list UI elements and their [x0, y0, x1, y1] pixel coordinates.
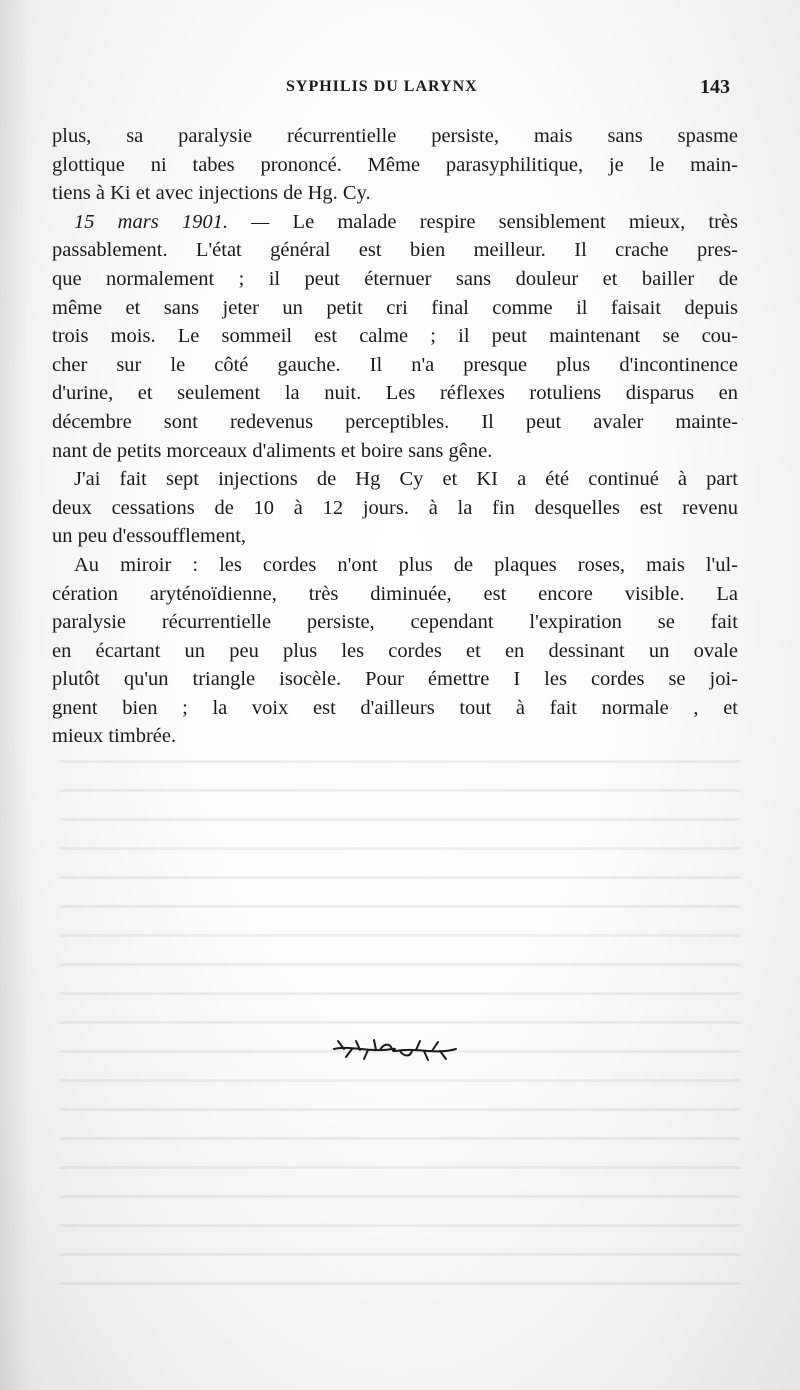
- page-edge-shadow: [0, 0, 30, 1390]
- text-line: cération aryténoïdienne, très diminuée, est encore visible. La: [52, 582, 738, 605]
- text-line: paralysie récurrentielle persiste, cependant l'expiration se fait: [52, 611, 738, 634]
- body-text: [52, 122, 738, 751]
- text-line: J'ai fait sept injections de Hg Cy et KI a été continué à part: [74, 468, 738, 491]
- text-line: un peu d'essoufflement,: [52, 525, 247, 548]
- text-line: passablement. L'état général est bien meilleur. Il crache pres-: [52, 239, 738, 262]
- page-header: [0, 78, 800, 102]
- fleuron-ornament-icon: [330, 1035, 460, 1065]
- text-line: en écartant un peu plus les cordes et en dessinant un ovale: [52, 639, 738, 662]
- text-line: d'urine, et seulement la nuit. Les réflexes rotuliens disparus en: [52, 382, 738, 405]
- text-line: Au miroir : les cordes n'ont plus de plaques roses, mais l'ul-: [74, 553, 738, 576]
- running-title: SYPHILIS DU LARYNX: [286, 78, 478, 95]
- entry-date: 15 mars 1901. —: [74, 210, 270, 233]
- text-line: trois mois. Le sommeil est calme ; il peut maintenant se cou-: [52, 325, 738, 348]
- text-line: tiens à Ki et avec injections de Hg. Cy.: [52, 182, 371, 205]
- text-line: cher sur le côté gauche. Il n'a presque plus d'incontinence: [52, 353, 738, 376]
- text-line: mieux timbrée.: [52, 725, 177, 748]
- text-line: glottique ni tabes prononcé. Même parasyphilitique, je le main-: [52, 153, 738, 176]
- text-line: que normalement ; il peut éternuer sans douleur et bailler de: [52, 267, 738, 290]
- page-number: 143: [700, 76, 730, 98]
- text-line-content: Le malade respire sensiblement mieux, très: [292, 210, 738, 233]
- text-line: décembre sont redevenus perceptibles. Il peut avaler mainte-: [52, 410, 738, 433]
- bleed-through-texture: [60, 740, 740, 1300]
- text-line: nant de petits morceaux d'aliments et boire sans gêne.: [52, 439, 493, 462]
- text-line: plutôt qu'un triangle isocèle. Pour émettre I les cordes se joi-: [52, 668, 738, 691]
- text-line: deux cessations de 10 à 12 jours. à la fin desquelles est revenu: [52, 496, 738, 519]
- text-line: même et sans jeter un petit cri final comme il faisait depuis: [52, 296, 738, 319]
- text-line: plus, sa paralysie récurrentielle persiste, mais sans spasme: [52, 125, 738, 147]
- text-line: gnent bien ; la voix est d'ailleurs tout à fait normale , et: [52, 696, 738, 719]
- text-line: [52, 208, 738, 237]
